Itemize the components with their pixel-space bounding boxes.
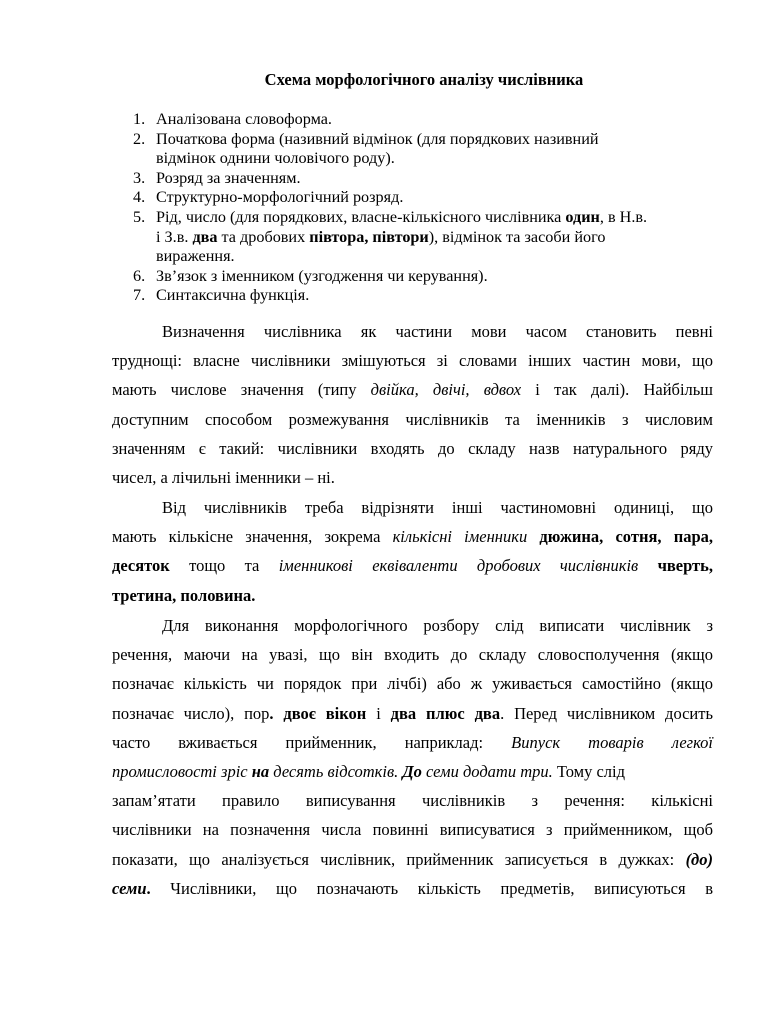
list-item-number: 2. bbox=[133, 129, 146, 148]
paragraph-definition: Визначення числівника як частини мови часом становить певні труднощі: власне числівники змішуються зі словами інших частин мови, що мають числове значення (типу двійка, двічі, вдвох і так далі). Найбільш доступним способом розмежування числівників та іменників з числовим значенням є такий: числівники входять до складу назв натурального ряду чисел, а лічильні іменники – ні. bbox=[112, 322, 713, 488]
list-item: 6. Зв’язок з іменником (узгодження чи керування). bbox=[133, 266, 488, 285]
list-item: 4. Структурно-морфологічний розряд. bbox=[133, 188, 404, 207]
list-item: 3. Розряд за значенням. bbox=[133, 168, 301, 187]
list-item: 1. Аналізована словоформа. bbox=[133, 110, 332, 128]
page-title: Схема морфологічного аналізу числівника bbox=[264, 70, 584, 89]
list-item-number: 3. bbox=[133, 168, 146, 187]
list-item: 2. Початкова форма (називний відмінок (для порядкових називний відмінок однини чоловічого роду). bbox=[133, 129, 599, 168]
analysis-steps-list bbox=[133, 110, 713, 306]
paragraph-analysis: Для виконання морфологічного розбору слід виписати числівник з речення, маючи на увазі, що він входить до складу словосполучення (якщо позначає кількість чи порядок при лічбі) або ж уживається самостійно (якщо позначає число), пор. двоє вікон і два плюс два. Перед числівником досить часто вживається прийменник, наприклад: Випуск товарів легкої промисловості зріс на десять відсотків. До семи додати три. Тому слід запам’ятати правило виписування числівників з речення: кількісні числівники на позначення числа повинні виписуватися з прийменником, щоб показати, що аналізується числівник, прийменник записується в дужках: (до) семи. Числівники, що позначають кількість предметів, виписуються в bbox=[112, 616, 713, 898]
list-item-number: 7. bbox=[133, 286, 146, 305]
list-item-number: 6. bbox=[133, 266, 146, 285]
list-item: 7. Синтаксична функція. bbox=[133, 286, 310, 305]
list-item: 5. Рід, число (для порядкових, власне-кількісного числівника один, в Н.в. і З.в. два та дробових півтора, півтори), відмінок та засоби його вираження. bbox=[133, 207, 648, 266]
list-item-number: 4. bbox=[133, 188, 146, 207]
list-item-number: 1. bbox=[133, 110, 146, 128]
paragraph-distinguish: Від числівників треба відрізняти інші частиномовні одиниці, що мають кількісне значення, зокрема кількісні іменники дюжина, сотня, пара, десяток тощо та іменникові еквіваленти дробових числівників чверть, третина, половина. bbox=[112, 498, 714, 605]
list-item-number: 5. bbox=[133, 207, 146, 226]
